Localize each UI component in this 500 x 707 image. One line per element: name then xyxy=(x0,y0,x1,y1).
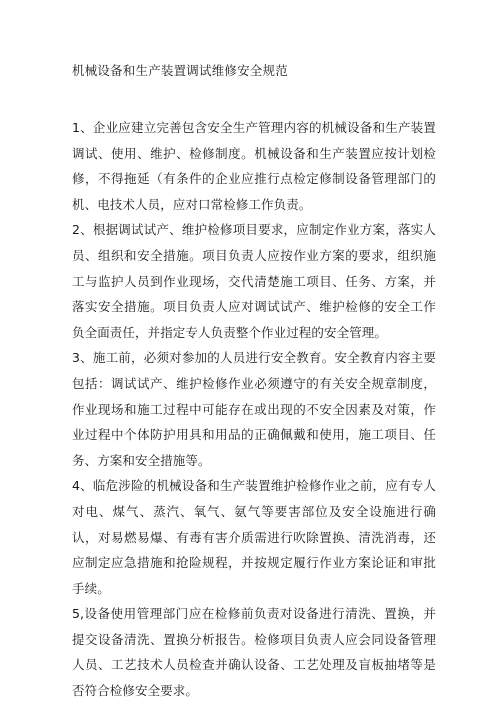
paragraph-2: 2、根据调试试产、维护检修项目要求，应制定作业方案，落实人员、组织和安全措施。项目负责人应按作业方案的要求，组织施工与监护人员到作业现场，交代清楚施工项目、任务、方案，并落实安全措施。项目负责人应对调试试产、维护检修的安全工作负全面责任，并指定专人负责整个作业过程的安全管理。 xyxy=(72,222,436,340)
document-body xyxy=(72,115,436,704)
paragraph-5: 5,设备使用管理部门应在检修前负责对设备进行清洗、置换，并提交设备清洗、置换分析报告。检修项目负责人应会同设备管理人员、工艺技术人员检查并确认设备、工艺处理及盲板抽堵等是否符合检修安全要求。 xyxy=(72,606,436,699)
paragraph-3: 3、施工前，必须对参加的人员进行安全教育。安全教育内容主要包括：调试试产、维护检修作业必须遵守的有关安全规章制度，作业现场和施工过程中可能存在或出现的不安全因素及对策，作业过程中个体防护用具和用品的正确佩戴和使用，施工项目、任务、方案和安全措施等。 xyxy=(72,350,436,468)
paragraph-1: 1、企业应建立完善包含安全生产管理内容的机械设备和生产装置调试、使用、维护、检修制度。机械设备和生产装置应按计划检修，不得拖延（有条件的企业应推行点检定修制设备管理部门的机、电技术人员，应对口常检修工作负责。 xyxy=(72,120,436,212)
paragraph-4: 4、临危涉险的机械设备和生产装置维护检修作业之前，应有专人对电、煤气、蒸汽、氧气、氨气等要害部位及安全设施进行确认，对易燃易爆、有毒有害介质需进行吹除置换、清洗消毒，还应制定应急措施和抢险规程，并按规定履行作业方案论证和审批手续。 xyxy=(72,478,436,596)
document-title: 机械设备和生产装置调试维修安全规范 xyxy=(72,63,288,78)
